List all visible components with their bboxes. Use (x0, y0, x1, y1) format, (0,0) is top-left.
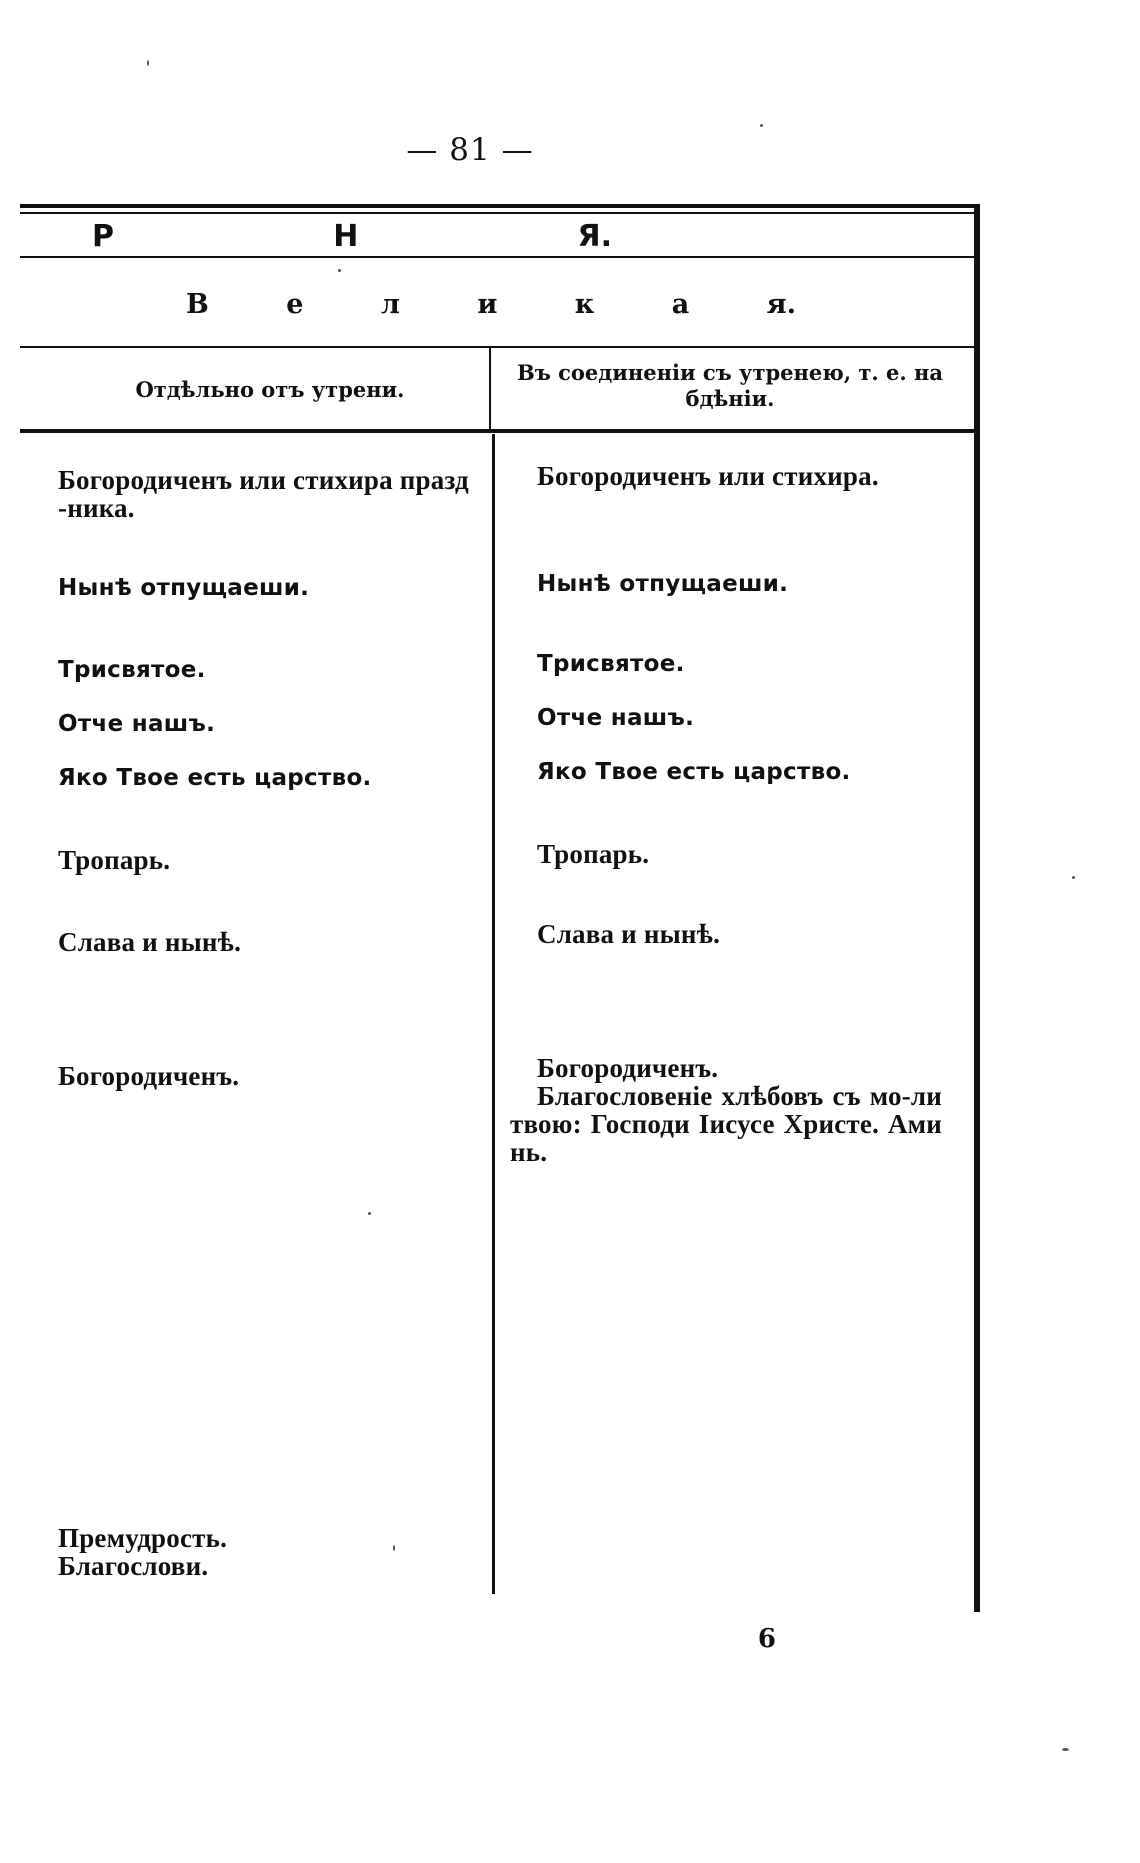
right-entry: Благословеніе хлѣбовъ съ мо-литвою: Господи Іисусе Христе. Аминь. (510, 1081, 942, 1167)
left-entry: Благослови. (58, 1551, 209, 1581)
right-entry: Богородиченъ или стихира. (537, 461, 879, 491)
top-double-rule-upper (20, 204, 978, 208)
subtitle-letter: и (477, 288, 498, 320)
left-entry: Нынѣ отпущаеши. (58, 575, 310, 601)
subtitle-letter: я. (766, 288, 796, 320)
scan-speck (338, 269, 341, 272)
left-entry: Трисвятое. (58, 657, 206, 683)
left-column-header: Отдѣльно отъ утрени. (135, 377, 405, 402)
page-number: — 81 — (406, 132, 534, 168)
subtitle-rule (20, 346, 976, 348)
top-double-rule-lower (20, 212, 978, 214)
right-entry: Нынѣ отпущаеши. (537, 571, 789, 597)
scan-speck (1072, 876, 1075, 879)
left-entry: Премудрость. (58, 1523, 228, 1553)
scan-speck (393, 1545, 395, 1551)
scan-speck (1062, 1748, 1069, 1751)
scan-speck (368, 1212, 371, 1215)
section-title-letter: Я. (577, 218, 612, 254)
left-entry: Тропарь. (58, 845, 171, 875)
signature-mark: 6 (757, 1624, 776, 1654)
right-frame-rule (974, 204, 980, 1612)
left-entry: Слава и нынѣ. (58, 927, 242, 957)
right-entry: Отче нашъ. (537, 705, 695, 731)
right-entry: Слава и нынѣ. (537, 919, 721, 949)
section-title-rule (20, 256, 976, 258)
right-entry: Трисвятое. (537, 651, 685, 677)
subtitle-letter: е (286, 288, 304, 320)
left-entry: Отче нашъ. (58, 711, 216, 737)
body-column-divider (492, 434, 495, 1594)
header-column-divider (489, 347, 491, 429)
right-entry: Богородиченъ. (537, 1053, 719, 1083)
scan-speck (147, 60, 149, 66)
subtitle-letter: л (380, 288, 400, 320)
left-entry: Яко Твое есть царство. (58, 765, 372, 791)
section-title (92, 216, 612, 256)
header-bottom-rule (20, 429, 976, 433)
right-entry: Тропарь. (537, 839, 650, 869)
subtitle-letter: В (186, 288, 209, 320)
left-entry: Богородиченъ или стихира празд-ника. (58, 465, 469, 523)
subtitle (186, 284, 796, 324)
section-title-letter: Н (333, 218, 359, 254)
left-entry: Богородиченъ. (58, 1061, 240, 1091)
scan-speck (760, 124, 763, 127)
section-title-letter: Р (92, 218, 114, 254)
subtitle-letter: к (574, 288, 595, 320)
right-entry: Яко Твое есть царство. (537, 759, 851, 785)
right-column-header: Въ соединеніи съ утренею, т. е. на бдѣніи. (516, 360, 944, 411)
subtitle-letter: а (671, 288, 690, 320)
